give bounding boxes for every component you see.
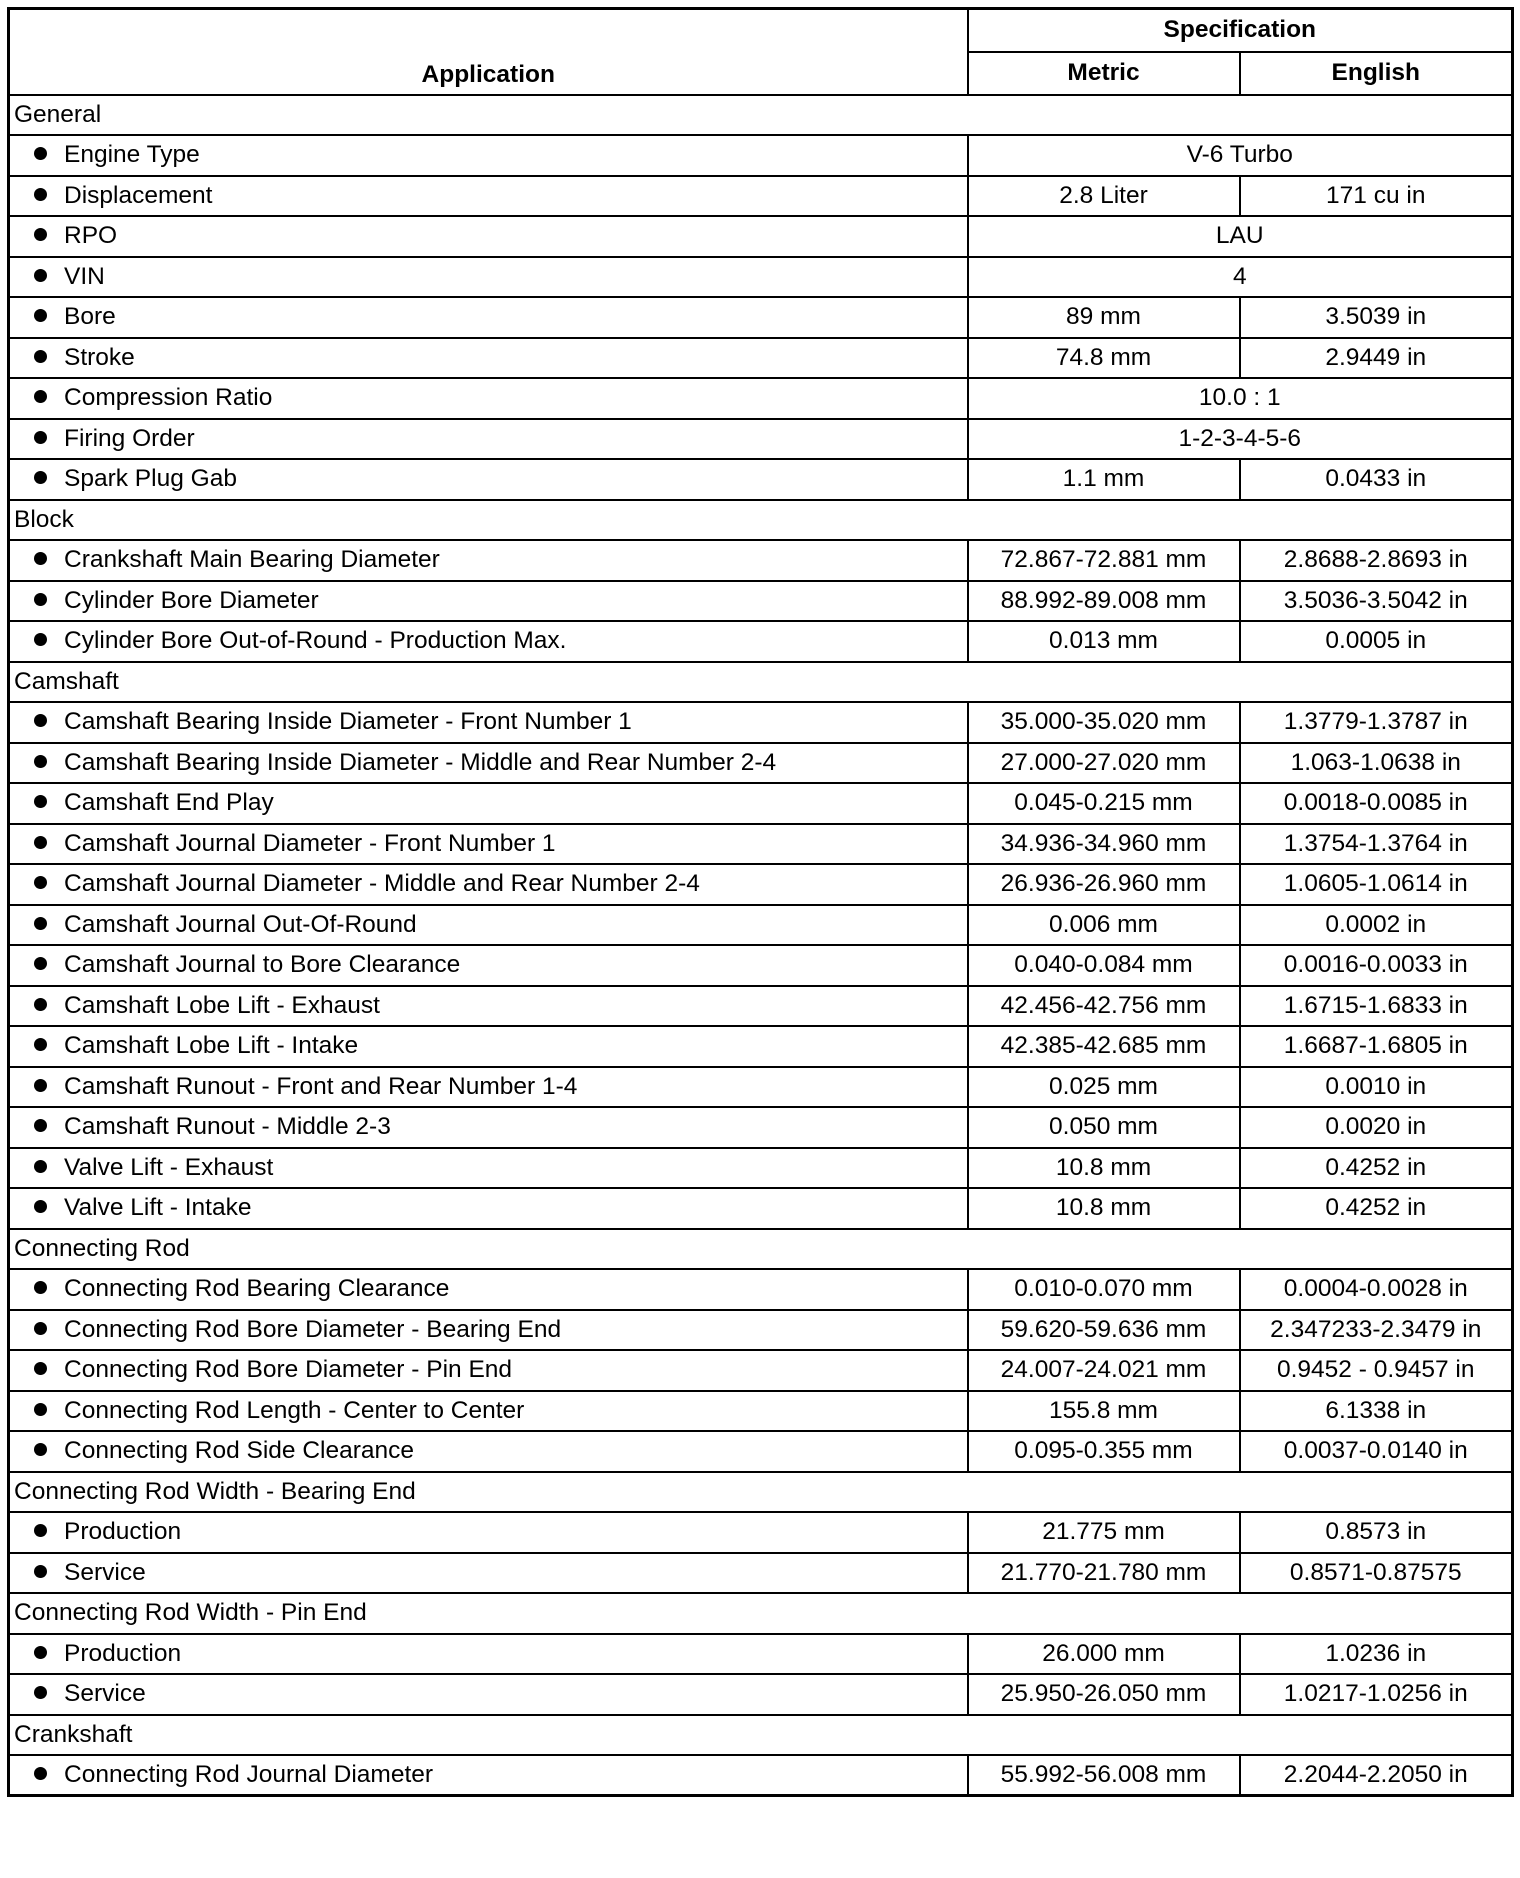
metric-value-cell: 25.950-26.050 mm <box>968 1674 1240 1715</box>
bullet-icon <box>34 269 47 282</box>
bullet-icon <box>34 876 47 889</box>
table-row <box>9 1512 1513 1553</box>
application-label: Crankshaft Main Bearing Diameter <box>64 546 440 574</box>
combined-value-cell: LAU <box>968 216 1513 257</box>
table-row <box>9 986 1513 1027</box>
bullet-icon <box>34 147 47 160</box>
application-label: Cylinder Bore Diameter <box>64 586 319 614</box>
application-label: Connecting Rod Side Clearance <box>64 1437 415 1465</box>
english-value-cell: 3.5039 in <box>1240 297 1513 338</box>
metric-value-cell: 2.8 Liter <box>968 176 1240 217</box>
bullet-icon <box>34 633 47 646</box>
metric-value-cell: 0.013 mm <box>968 621 1240 662</box>
english-value-cell: 2.2044-2.2050 in <box>1240 1755 1513 1796</box>
application-cell <box>9 1148 968 1189</box>
application-cell <box>9 1674 968 1715</box>
section-row <box>9 1472 1513 1513</box>
bullet-icon <box>34 795 47 808</box>
metric-value-cell: 34.936-34.960 mm <box>968 824 1240 865</box>
english-value-cell: 1.0236 in <box>1240 1634 1513 1675</box>
english-value-cell: 0.8571-0.87575 <box>1240 1553 1513 1594</box>
application-label: Camshaft Lobe Lift - Exhaust <box>64 991 380 1019</box>
application-cell <box>9 1269 968 1310</box>
metric-value-cell: 24.007-24.021 mm <box>968 1350 1240 1391</box>
application-label: Camshaft Journal Diameter - Middle and Rear Number 2-4 <box>64 870 700 898</box>
application-cell <box>9 581 968 622</box>
section-title: Connecting Rod Width - Bearing End <box>9 1472 1513 1513</box>
bullet-icon <box>34 957 47 970</box>
table-row <box>9 1553 1513 1594</box>
table-row <box>9 1188 1513 1229</box>
table-row <box>9 1067 1513 1108</box>
application-label: Displacement <box>64 181 213 209</box>
combined-value-cell: 4 <box>968 257 1513 298</box>
table-row <box>9 783 1513 824</box>
application-header: Application <box>9 9 968 95</box>
bullet-icon <box>34 1160 47 1173</box>
application-label: Camshaft Journal to Bore Clearance <box>64 951 461 979</box>
table-row <box>9 1634 1513 1675</box>
bullet-icon <box>34 552 47 565</box>
bullet-icon <box>34 1646 47 1659</box>
table-row <box>9 135 1513 176</box>
bullet-icon <box>34 1767 47 1780</box>
metric-value-cell: 0.025 mm <box>968 1067 1240 1108</box>
section-row <box>9 95 1513 136</box>
application-cell <box>9 905 968 946</box>
table-row <box>9 581 1513 622</box>
english-value-cell: 2.8688-2.8693 in <box>1240 540 1513 581</box>
application-cell <box>9 1431 968 1472</box>
application-label: Spark Plug Gab <box>64 465 237 493</box>
table-row <box>9 864 1513 905</box>
application-label: Stroke <box>64 343 135 371</box>
table-row <box>9 1431 1513 1472</box>
application-cell <box>9 783 968 824</box>
metric-value-cell: 21.770-21.780 mm <box>968 1553 1240 1594</box>
application-cell <box>9 945 968 986</box>
table-row <box>9 1269 1513 1310</box>
table-row <box>9 1391 1513 1432</box>
application-cell <box>9 1310 968 1351</box>
bullet-icon <box>34 309 47 322</box>
metric-value-cell: 72.867-72.881 mm <box>968 540 1240 581</box>
application-cell <box>9 338 968 379</box>
table-body <box>9 95 1513 1796</box>
application-label: Connecting Rod Bore Diameter - Pin End <box>64 1356 513 1384</box>
bullet-icon <box>34 390 47 403</box>
table-row <box>9 1148 1513 1189</box>
english-value-cell: 6.1338 in <box>1240 1391 1513 1432</box>
application-label: Valve Lift - Exhaust <box>64 1153 274 1181</box>
application-cell <box>9 864 968 905</box>
application-cell <box>9 743 968 784</box>
bullet-icon <box>34 431 47 444</box>
section-title: Crankshaft <box>9 1715 1513 1756</box>
application-label: Firing Order <box>64 424 195 452</box>
metric-value-cell: 26.000 mm <box>968 1634 1240 1675</box>
table-row <box>9 824 1513 865</box>
metric-value-cell: 10.8 mm <box>968 1148 1240 1189</box>
bullet-icon <box>34 593 47 606</box>
english-value-cell: 0.0002 in <box>1240 905 1513 946</box>
application-cell <box>9 1634 968 1675</box>
english-value-cell: 1.063-1.0638 in <box>1240 743 1513 784</box>
metric-value-cell: 42.385-42.685 mm <box>968 1026 1240 1067</box>
metric-value-cell: 59.620-59.636 mm <box>968 1310 1240 1351</box>
english-value-cell: 1.3779-1.3787 in <box>1240 702 1513 743</box>
table-row <box>9 702 1513 743</box>
section-title: Block <box>9 500 1513 541</box>
section-title: Connecting Rod <box>9 1229 1513 1270</box>
table-row <box>9 419 1513 460</box>
bullet-icon <box>34 1119 47 1132</box>
metric-value-cell: 0.040-0.084 mm <box>968 945 1240 986</box>
bullet-icon <box>34 1565 47 1578</box>
metric-value-cell: 155.8 mm <box>968 1391 1240 1432</box>
english-value-cell: 1.3754-1.3764 in <box>1240 824 1513 865</box>
english-value-cell: 0.4252 in <box>1240 1148 1513 1189</box>
table-row <box>9 1755 1513 1796</box>
table-row <box>9 540 1513 581</box>
table-row <box>9 905 1513 946</box>
table-header <box>9 9 1513 95</box>
english-value-cell: 0.0433 in <box>1240 459 1513 500</box>
application-cell <box>9 702 968 743</box>
application-label: Connecting Rod Bearing Clearance <box>64 1275 450 1303</box>
application-cell <box>9 216 968 257</box>
bullet-icon <box>34 471 47 484</box>
metric-header: Metric <box>968 52 1240 95</box>
section-row <box>9 1715 1513 1756</box>
application-label: Service <box>64 1558 146 1586</box>
section-title: Camshaft <box>9 662 1513 703</box>
application-cell <box>9 297 968 338</box>
english-value-cell: 0.0004-0.0028 in <box>1240 1269 1513 1310</box>
combined-value-cell: 10.0 : 1 <box>968 378 1513 419</box>
combined-value-cell: V-6 Turbo <box>968 135 1513 176</box>
metric-value-cell: 42.456-42.756 mm <box>968 986 1240 1027</box>
english-value-cell: 0.0018-0.0085 in <box>1240 783 1513 824</box>
application-cell <box>9 176 968 217</box>
bullet-icon <box>34 1403 47 1416</box>
application-label: Camshaft Bearing Inside Diameter - Middle and Rear Number 2-4 <box>64 748 777 776</box>
application-label: Production <box>64 1518 182 1546</box>
application-label: Camshaft Journal Diameter - Front Number 1 <box>64 829 556 857</box>
metric-value-cell: 26.936-26.960 mm <box>968 864 1240 905</box>
section-title: General <box>9 95 1513 136</box>
metric-value-cell: 10.8 mm <box>968 1188 1240 1229</box>
english-value-cell: 1.6687-1.6805 in <box>1240 1026 1513 1067</box>
bullet-icon <box>34 1281 47 1294</box>
application-cell <box>9 986 968 1027</box>
english-value-cell: 0.0016-0.0033 in <box>1240 945 1513 986</box>
english-value-cell: 1.0605-1.0614 in <box>1240 864 1513 905</box>
bullet-icon <box>34 228 47 241</box>
application-cell <box>9 1026 968 1067</box>
table-row <box>9 297 1513 338</box>
bullet-icon <box>34 1362 47 1375</box>
table-row <box>9 257 1513 298</box>
section-title: Connecting Rod Width - Pin End <box>9 1593 1513 1634</box>
application-label: Camshaft Bearing Inside Diameter - Front Number 1 <box>64 708 632 736</box>
table-row <box>9 459 1513 500</box>
table-row <box>9 1310 1513 1351</box>
application-label: Camshaft Runout - Middle 2-3 <box>64 1113 391 1141</box>
bullet-icon <box>34 1443 47 1456</box>
application-label: Camshaft Lobe Lift - Intake <box>64 1032 359 1060</box>
application-cell <box>9 540 968 581</box>
metric-value-cell: 89 mm <box>968 297 1240 338</box>
table-row <box>9 1107 1513 1148</box>
application-label: Engine Type <box>64 141 200 169</box>
table-row <box>9 945 1513 986</box>
metric-value-cell: 74.8 mm <box>968 338 1240 379</box>
application-cell <box>9 1755 968 1796</box>
metric-value-cell: 0.095-0.355 mm <box>968 1431 1240 1472</box>
bullet-icon <box>34 1322 47 1335</box>
application-cell <box>9 1512 968 1553</box>
table-row <box>9 176 1513 217</box>
application-label: Compression Ratio <box>64 384 273 412</box>
metric-value-cell: 0.045-0.215 mm <box>968 783 1240 824</box>
english-value-cell: 3.5036-3.5042 in <box>1240 581 1513 622</box>
metric-value-cell: 35.000-35.020 mm <box>968 702 1240 743</box>
english-value-cell: 0.0037-0.0140 in <box>1240 1431 1513 1472</box>
english-value-cell: 1.0217-1.0256 in <box>1240 1674 1513 1715</box>
bullet-icon <box>34 188 47 201</box>
metric-value-cell: 0.006 mm <box>968 905 1240 946</box>
application-label: Production <box>64 1639 182 1667</box>
table-row <box>9 1674 1513 1715</box>
application-label: Valve Lift - Intake <box>64 1194 252 1222</box>
application-cell <box>9 459 968 500</box>
application-cell <box>9 1391 968 1432</box>
metric-value-cell: 1.1 mm <box>968 459 1240 500</box>
section-row <box>9 1593 1513 1634</box>
table-row <box>9 1026 1513 1067</box>
bullet-icon <box>34 1200 47 1213</box>
metric-value-cell: 88.992-89.008 mm <box>968 581 1240 622</box>
application-cell <box>9 1188 968 1229</box>
english-value-cell: 0.0005 in <box>1240 621 1513 662</box>
english-value-cell: 0.8573 in <box>1240 1512 1513 1553</box>
application-label: Bore <box>64 303 116 331</box>
application-cell <box>9 135 968 176</box>
application-label: Camshaft Runout - Front and Rear Number 1-4 <box>64 1072 578 1100</box>
bullet-icon <box>34 1038 47 1051</box>
application-cell <box>9 1067 968 1108</box>
english-value-cell: 0.0020 in <box>1240 1107 1513 1148</box>
bullet-icon <box>34 1524 47 1537</box>
metric-value-cell: 0.050 mm <box>968 1107 1240 1148</box>
application-label: Camshaft Journal Out-Of-Round <box>64 910 417 938</box>
application-cell <box>9 419 968 460</box>
section-row <box>9 662 1513 703</box>
english-value-cell: 0.4252 in <box>1240 1188 1513 1229</box>
application-label: Connecting Rod Journal Diameter <box>64 1761 434 1788</box>
english-value-cell: 0.9452 - 0.9457 in <box>1240 1350 1513 1391</box>
application-cell <box>9 378 968 419</box>
section-row <box>9 1229 1513 1270</box>
application-cell <box>9 824 968 865</box>
bullet-icon <box>34 1686 47 1699</box>
application-cell <box>9 1553 968 1594</box>
english-value-cell: 1.6715-1.6833 in <box>1240 986 1513 1027</box>
spec-table <box>7 7 1514 1797</box>
table-row <box>9 216 1513 257</box>
application-cell <box>9 1107 968 1148</box>
bullet-icon <box>34 998 47 1011</box>
application-label: Cylinder Bore Out-of-Round - Production Max. <box>64 627 567 655</box>
metric-value-cell: 21.775 mm <box>968 1512 1240 1553</box>
application-label: VIN <box>64 262 105 290</box>
english-value-cell: 0.0010 in <box>1240 1067 1513 1108</box>
specification-header: Specification <box>968 9 1513 52</box>
application-label: Connecting Rod Bore Diameter - Bearing End <box>64 1315 562 1343</box>
application-label: Service <box>64 1680 146 1708</box>
bullet-icon <box>34 755 47 768</box>
table-row <box>9 338 1513 379</box>
application-label: RPO <box>64 222 118 250</box>
metric-value-cell: 27.000-27.020 mm <box>968 743 1240 784</box>
bullet-icon <box>34 836 47 849</box>
table-row <box>9 743 1513 784</box>
bullet-icon <box>34 714 47 727</box>
combined-value-cell: 1-2-3-4-5-6 <box>968 419 1513 460</box>
english-value-cell: 2.347233-2.3479 in <box>1240 1310 1513 1351</box>
section-row <box>9 500 1513 541</box>
table-row <box>9 621 1513 662</box>
application-cell <box>9 1350 968 1391</box>
table-row <box>9 1350 1513 1391</box>
metric-value-cell: 55.992-56.008 mm <box>968 1755 1240 1796</box>
table-row <box>9 378 1513 419</box>
application-cell <box>9 621 968 662</box>
english-header: English <box>1240 52 1513 95</box>
bullet-icon <box>34 350 47 363</box>
bullet-icon <box>34 917 47 930</box>
application-cell <box>9 257 968 298</box>
english-value-cell: 171 cu in <box>1240 176 1513 217</box>
metric-value-cell: 0.010-0.070 mm <box>968 1269 1240 1310</box>
bullet-icon <box>34 1079 47 1092</box>
english-value-cell: 2.9449 in <box>1240 338 1513 379</box>
application-label: Connecting Rod Length - Center to Center <box>64 1396 525 1424</box>
application-label: Camshaft End Play <box>64 789 274 817</box>
